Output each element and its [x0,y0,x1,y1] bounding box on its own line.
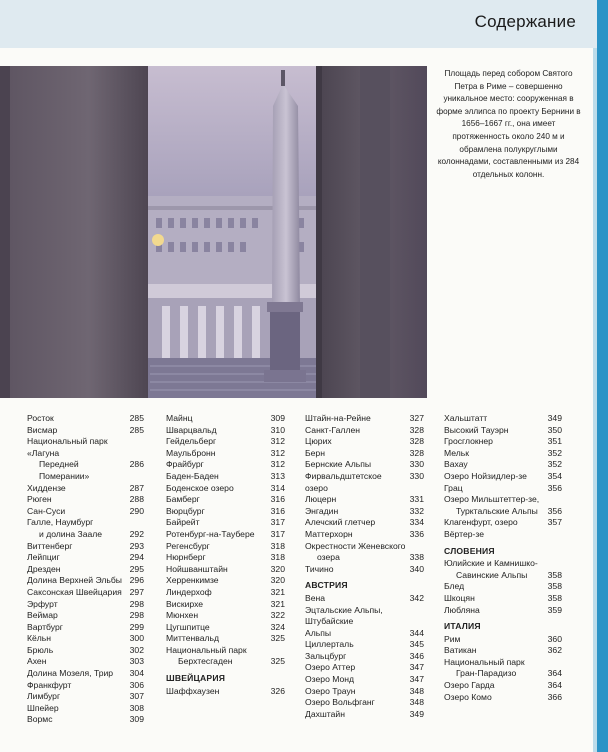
toc-entry-page: 306 [129,679,144,690]
toc-entry-title: Вена [305,592,326,603]
toc-entry-title: Виттенберг [27,540,73,551]
toc-entry-title: Галле, Наумбург [27,517,94,528]
toc-entry-page: 285 [129,424,144,435]
toc-entry-page: 352 [547,447,562,458]
toc-entry [27,645,144,657]
toc-entry-title: Озеро Нойзидлер-зе [444,470,527,481]
toc-entry-page: 325 [270,656,285,667]
toc-entry-title: Хальштатт [444,413,488,423]
toc-entry [444,605,562,617]
toc-entry-page: 364 [547,668,562,679]
toc-entry [166,564,285,576]
toc-entry-page: 330 [409,470,424,481]
toc-entry [444,692,562,704]
toc-entry-page: 344 [409,627,424,638]
toc-entry-page: 345 [409,639,424,650]
toc-entry-page: 313 [270,470,285,481]
toc-entry [166,494,285,506]
toc-entry-title: Миттенвальд [166,633,220,644]
toc-entry-title: Саксонская Швейцария [27,586,122,597]
toc-entry [166,575,285,587]
toc-section-heading: ШВЕЙЦАРИЯ [166,673,226,684]
toc-entry-page: 320 [270,563,285,574]
toc-entry [444,494,562,506]
toc-entry-title: Фирвальдштетское озеро [305,470,382,493]
toc-entry [166,552,285,564]
toc-entry [166,599,285,611]
toc-entry-page: 358 [547,581,562,592]
toc-entry-page: 349 [547,413,562,423]
toc-entry [27,680,144,692]
toc-entry-title: Веймар [27,610,58,621]
toc-entry-title: Шаффхаузен [166,685,220,696]
toc-entry-page: 316 [270,494,285,505]
toc-entry-page: 346 [409,650,424,661]
toc-entry-page: 285 [129,413,144,423]
toc-entry-page: 316 [270,505,285,516]
toc-entry-title: Рюген [27,494,52,505]
toc-entry [305,425,424,437]
toc-entry-page: 366 [547,691,562,702]
toc-column-1 [27,413,144,726]
toc-entry-page: 317 [270,528,285,539]
toc-entry [166,633,285,645]
toc-entry-page: 302 [129,644,144,655]
toc-entry-page: 295 [129,563,144,574]
toc-entry-page: 334 [409,517,424,528]
toc-entry-title: Вюрцбург [166,505,205,516]
toc-entry-title: Алечский глетчер [305,517,376,528]
toc-entry-page: 351 [547,436,562,447]
toc-entry-page: 286 [129,459,144,470]
toc-entry-page: 308 [129,702,144,713]
toc-entry [166,413,285,425]
toc-entry-title: Санкт-Галлен [305,424,360,435]
toc-entry [166,425,285,437]
toc-entry-title: Фрайбург [166,459,204,470]
toc-entry-title: Вормс [27,714,53,725]
toc-entry [27,656,144,668]
toc-entry [305,494,424,506]
toc-entry [444,581,562,593]
toc-entry [166,436,285,448]
toc-entry-title: Савинские Альпы [456,569,528,580]
toc-entry-title: Озеро Мильштеттер-зе, [444,494,540,505]
toc-entry-page: 328 [409,436,424,447]
toc-entry-title: Блед [444,581,465,592]
toc-entry [305,506,424,518]
toc-entry-page: 299 [129,621,144,632]
toc-entry-title: Люцерн [305,494,337,505]
toc-entry-title: Вискирхе [166,598,204,609]
toc-entry-page: 348 [409,697,424,708]
toc-entry-title: Озеро Монд [305,674,355,685]
toc-entry [27,552,144,564]
toc-entry-title: Клагенфурт, озеро Вёртер-зе [444,517,518,539]
toc-entry-title: Боденское озеро [166,482,234,493]
toc-entry [444,471,562,483]
toc-entry-title: Высокий Тауэрн [444,424,509,435]
toc-entry [444,436,562,448]
toc-entry-page: 358 [547,592,562,603]
toc-entry-title: Шкоцян [444,592,475,603]
toc-entry-page: 325 [270,633,285,644]
toc-entry-page: 327 [409,413,424,423]
toc-entry [444,517,562,540]
toc-entry-title: Национальный парк «Лагуна [27,436,108,458]
toc-entry-page: 324 [270,621,285,632]
toc-entry-page: 328 [409,447,424,458]
photo-caption: Площадь перед собором Святого Петра в Риме – совершенно уникальное место: сооруженная в форме эллипса по проекту Бернини в 1656–1667 гг., она имеет протяженность около 240 м и обрамлена полукруглыми колоннадами, составленными из 284 отдельных колонн. [436,69,581,179]
toc-entry-page: 312 [270,447,285,458]
toc-entry [27,610,144,622]
toc-entry-page: 312 [270,459,285,470]
toc-entry [305,459,424,471]
toc-entry-title: Регенсбург [166,540,210,551]
toc-entry-title: Шпейер [27,702,59,713]
toc-entry-title: Озеро Траун [305,685,356,696]
toc-entry [27,668,144,680]
toc-entry-page: 348 [409,685,424,696]
toc-entry-title: Турктальские Альпы [456,505,538,516]
toc-entry [305,436,424,448]
toc-entry [305,639,424,651]
toc-entry [305,686,424,698]
toc-entry-title: Маттерхорн [305,528,353,539]
toc-entry-page: 354 [547,470,562,481]
toc-entry-title: Висмар [27,424,58,435]
toc-entry [166,541,285,553]
toc-column-3 [305,413,424,720]
toc-entry-page: 360 [547,633,562,644]
toc-entry-title: Дрезден [27,563,61,574]
toc-section-heading: АВСТРИЯ [305,580,348,591]
toc-entry-title: и долина Заале [39,528,103,539]
toc-entry [27,575,144,587]
toc-entry-title: Шварцвальд [166,424,217,435]
toc-entry-title: Цугшпитце [166,621,210,632]
toc-entry-page: 322 [270,610,285,621]
toc-entry-title: Хиддензе [27,482,66,493]
toc-entry [166,610,285,622]
toc-entry-title: Кёльн [27,633,52,644]
toc-entry [444,483,562,495]
toc-entry-title: Любляна [444,604,480,615]
toc-entry-page: 314 [270,482,285,493]
toc-entry-title: Озеро Комо [444,691,492,702]
toc-entry [305,651,424,663]
toc-entry [27,714,144,726]
toc-entry [305,471,424,494]
toc-entry-page: 310 [270,424,285,435]
toc-entry [27,541,144,553]
toc-entry [27,483,144,495]
toc-entry-title: Штайн-на-Рейне [305,413,371,423]
toc-entry [444,570,562,582]
toc-entry-title: Эцтальские Альпы, Штубайские [305,604,383,627]
toc-entry [305,709,424,721]
toc-entry [305,541,424,553]
toc-entry [444,593,562,605]
toc-entry-page: 309 [270,413,285,423]
toc-entry-page: 347 [409,674,424,685]
toc-entry-page: 294 [129,552,144,563]
toc-entry-page: 347 [409,662,424,673]
toc-entry [444,668,562,680]
toc-entry-page: 349 [409,708,424,719]
toc-entry-page: 292 [129,528,144,539]
toc-entry-title: Юлийские и Камнишко- [444,558,538,569]
toc-entry-page: 318 [270,540,285,551]
toc-entry-page: 304 [129,668,144,679]
toc-entry [305,448,424,460]
toc-entry [27,494,144,506]
toc-entry-page: 296 [129,575,144,586]
toc-entry [444,506,562,518]
toc-entry-title: Росток [27,413,54,423]
toc-entry [444,459,562,471]
toc-entry [166,587,285,599]
toc-entry-page: 312 [270,436,285,447]
toc-entry-page: 318 [270,552,285,563]
toc-entry-page: 293 [129,540,144,551]
toc-entry-page: 300 [129,633,144,644]
toc-entry [444,680,562,692]
toc-entry [166,448,285,460]
toc-entry [444,425,562,437]
toc-entry-title: Долина Мозеля, Трир [27,668,114,679]
toc-entry-title: Озеро Вольфганг [305,697,375,708]
toc-entry-title: Зальцбург [305,650,347,661]
toc-entry [27,413,144,425]
toc-entry [444,558,562,570]
toc-entry-title: Рим [444,633,461,644]
page-title: Содержание [474,12,576,31]
toc-column-2 [166,413,285,697]
toc-entry [305,529,424,541]
toc-entry-page: 298 [129,610,144,621]
toc-entry-page: 287 [129,482,144,493]
toc-entry-title: Брюль [27,644,54,655]
toc-entry-page: 290 [129,505,144,516]
toc-entry-title: Национальный парк [166,644,247,655]
toc-entry-title: Майнц [166,413,193,423]
toc-entry [305,564,424,576]
toc-entry-title: Дахштайн [305,708,345,719]
toc-entry-title: Мельк [444,447,470,458]
toc-entry-page: 352 [547,459,562,470]
toc-entry-title: Грац [444,482,463,493]
toc-entry [166,506,285,518]
toc-entry [444,645,562,657]
toc-entry-title: Национальный парк [444,656,525,667]
toc-entry-page: 350 [547,424,562,435]
toc-entry-page: 332 [409,505,424,516]
toc-entry-title: Окрестности Женевского [305,540,406,551]
toc-entry-title: Циллерталь [305,639,354,650]
toc-entry-title: Херренкимзе [166,575,219,586]
toc-entry-title: Бамберг [166,494,200,505]
toc-entry [166,645,285,657]
toc-entry-title: Гейдельберг [166,436,217,447]
toc-entry [305,605,424,628]
toc-entry-page: 330 [409,459,424,470]
toc-entry-title: Берхтесгаден [178,656,233,667]
toc-entry [27,506,144,518]
toc-entry-title: Маульбронн [166,447,216,458]
toc-entry [444,634,562,646]
toc-entry [166,483,285,495]
toc-entry-page: 336 [409,528,424,539]
toc-entry [27,703,144,715]
toc-entry-title: Долина Верхней Эльбы [27,575,122,586]
toc-entry [305,517,424,529]
toc-entry [305,552,424,564]
toc-entry-title: Гросглокнер [444,436,493,447]
toc-entry [27,622,144,634]
toc-entry-page: 356 [547,482,562,493]
toc-entry-page: 303 [129,656,144,667]
toc-column-4 [444,413,562,703]
toc-entry-page: 359 [547,604,562,615]
toc-entry-title: Эрфурт [27,598,58,609]
toc-entry [27,529,144,541]
toc-entry-title: Франкфурт [27,679,72,690]
toc-entry-title: Цюрих [305,436,332,447]
toc-entry-page: 358 [547,569,562,580]
toc-entry [27,633,144,645]
toc-entry-title: Ахен [27,656,47,667]
toc-entry [27,587,144,599]
toc-entry-title: Ротенбург-на-Таубере [166,528,255,539]
toc-entry-page: 321 [270,598,285,609]
toc-entry-title: Альпы [305,627,332,638]
toc-entry-title: Нюрнберг [166,552,206,563]
toc-entry-page: 331 [409,494,424,505]
toc-entry [305,413,424,425]
toc-entry-title: Сан-Суси [27,505,66,516]
toc-entry-title: Вахау [444,459,468,470]
toc-entry [27,436,144,459]
toc-entry [444,448,562,460]
toc-entry-page: 307 [129,691,144,702]
photo-st-peters-square [0,66,427,398]
toc-entry-title: Лейпциг [27,552,60,563]
toc-entry [27,517,144,529]
toc-section-heading: ИТАЛИЯ [444,621,481,632]
toc-entry [305,674,424,686]
toc-entry-page: 328 [409,424,424,435]
toc-entry [305,662,424,674]
toc-entry-page: 320 [270,575,285,586]
toc-entry-title: Тичино [305,563,334,574]
toc-entry-page: 362 [547,645,562,656]
toc-entry-page: 326 [270,685,285,696]
toc-entry-page: 364 [547,680,562,691]
toc-entry [27,425,144,437]
toc-entry-title: Вартбург [27,621,63,632]
toc-entry-title: озера [317,552,340,563]
toc-entry [166,686,285,698]
toc-entry-title: Берн [305,447,325,458]
toc-entry [444,413,562,425]
toc-entry [166,656,285,668]
toc-entry-title: Баден-Баден [166,470,219,481]
toc-entry-title: Бернские Альпы [305,459,372,470]
toc-entry [166,471,285,483]
toc-entry [166,459,285,471]
toc-entry-page: 298 [129,598,144,609]
toc-entry-page: 321 [270,586,285,597]
toc-entry-title: Энгадин [305,505,339,516]
toc-entry-title: Передней Померании» [39,459,90,481]
toc-entry-page: 357 [547,517,562,528]
toc-entry [27,599,144,611]
toc-entry-page: 338 [409,552,424,563]
toc-entry [444,657,562,669]
toc-entry [27,459,144,482]
toc-entry-page: 288 [129,494,144,505]
toc-entry-title: Байрейт [166,517,200,528]
toc-entry [305,628,424,640]
toc-entry [166,517,285,529]
toc-entry-page: 297 [129,586,144,597]
toc-entry-title: Нойшванштайн [166,563,228,574]
toc-entry-title: Линдерхоф [166,586,212,597]
toc-entry-title: Озеро Аттер [305,662,356,673]
toc-entry [305,593,424,605]
toc-entry-page: 340 [409,563,424,574]
toc-entry-title: Лимбург [27,691,61,702]
toc-entry-title: Гран-Парадизо [456,668,517,679]
page-edge-accent [597,0,608,752]
toc-entry [166,529,285,541]
toc-entry-page: 317 [270,517,285,528]
toc-entry [305,697,424,709]
toc-entry-title: Ватикан [444,645,477,656]
toc-entry-page: 342 [409,592,424,603]
toc-entry-page: 356 [547,505,562,516]
toc-entry-title: Озеро Гарда [444,680,495,691]
toc-entry [166,622,285,634]
toc-entry [27,691,144,703]
toc-entry-page: 309 [129,714,144,725]
toc-entry [27,564,144,576]
toc-entry-title: Мюнхен [166,610,199,621]
toc-section-heading: СЛОВЕНИЯ [444,545,495,556]
